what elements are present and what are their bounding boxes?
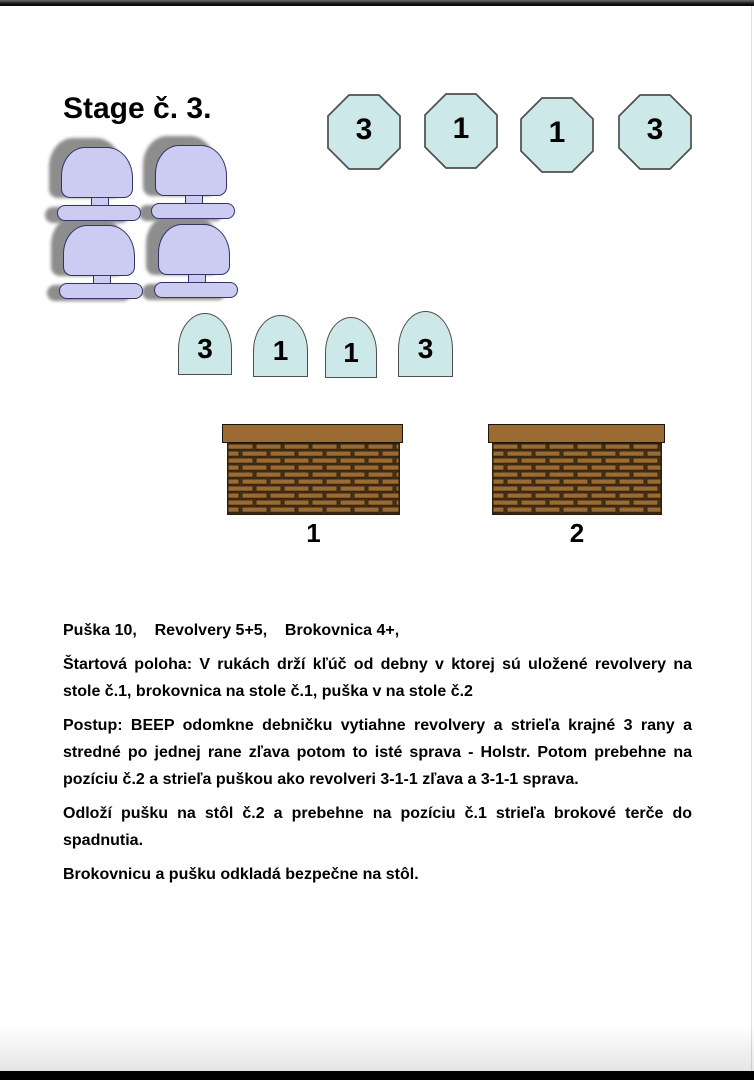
target-number: 1 — [343, 336, 359, 368]
briefing-transition: Odloží pušku na stôl č.2 a prebehne na pozíciu č.1 strieľa brokové terče do spadnutia. — [63, 805, 692, 849]
steel-popper-icon — [58, 225, 144, 301]
wall-cap — [222, 424, 403, 443]
steel-popper-icon — [153, 224, 239, 300]
page-right-edge — [751, 6, 752, 1071]
page-title: Stage č. 3. — [63, 92, 212, 125]
plate-number: 3 — [355, 113, 373, 146]
popper-base — [151, 203, 235, 219]
plate-number: 3 — [646, 113, 664, 146]
briefing-unload: Brokovnicu a pušku odkladá bezpečne na stôl. — [63, 866, 419, 883]
stage-briefing — [63, 617, 692, 895]
target-number: 3 — [417, 333, 434, 364]
popper-head — [158, 224, 230, 275]
briefing-procedure: Postup: BEEP odomkne debničku vytiahne revolvery a strieľa krajné 3 rany a stredné po jednej rane zľava potom to isté sprava - Holstr. Potom prebehne na pozíciu č.2 a strieľa puškou ako revolveri 3-1-1 zľava a 3-1-1 sprava. — [63, 717, 692, 788]
brick-wall-icon — [492, 443, 662, 515]
plate-number: 1 — [452, 112, 470, 145]
popper-base — [57, 205, 141, 221]
steel-popper-icon — [150, 145, 236, 221]
briefing-loadout: Puška 10, Revolvery 5+5, Brokovnica 4+, — [63, 622, 400, 639]
dome-target — [253, 315, 308, 377]
popper-head — [61, 147, 133, 198]
popper-head — [63, 225, 135, 276]
bottom-frame-bar — [0, 1071, 754, 1080]
plate-number: 1 — [548, 116, 566, 149]
octagon-plate — [618, 94, 692, 170]
dome-target — [325, 317, 377, 378]
dome-target — [178, 313, 232, 375]
target-number: 1 — [272, 335, 289, 366]
octagon-plate — [327, 94, 401, 170]
octagon-plate — [424, 93, 498, 169]
octagon-plate — [520, 97, 594, 173]
position-label: 2 — [569, 518, 585, 548]
brick-wall-icon — [227, 443, 400, 515]
position-label: 1 — [306, 518, 321, 548]
target-number: 3 — [197, 333, 213, 364]
briefing-start-position: Štartová poloha: V rukách drží kľúč od debny v ktorej sú uložené revolvery na stole č.1, brokovnica na stole č.1, puška v na stole č.2 — [63, 656, 692, 700]
popper-base — [59, 283, 143, 299]
dome-target — [398, 311, 453, 377]
popper-head — [155, 145, 227, 196]
top-frame-bar — [0, 0, 754, 6]
wall-cap — [488, 424, 665, 443]
popper-base — [154, 282, 238, 298]
steel-popper-icon — [56, 147, 142, 223]
page-bottom-shadow — [0, 1025, 754, 1071]
